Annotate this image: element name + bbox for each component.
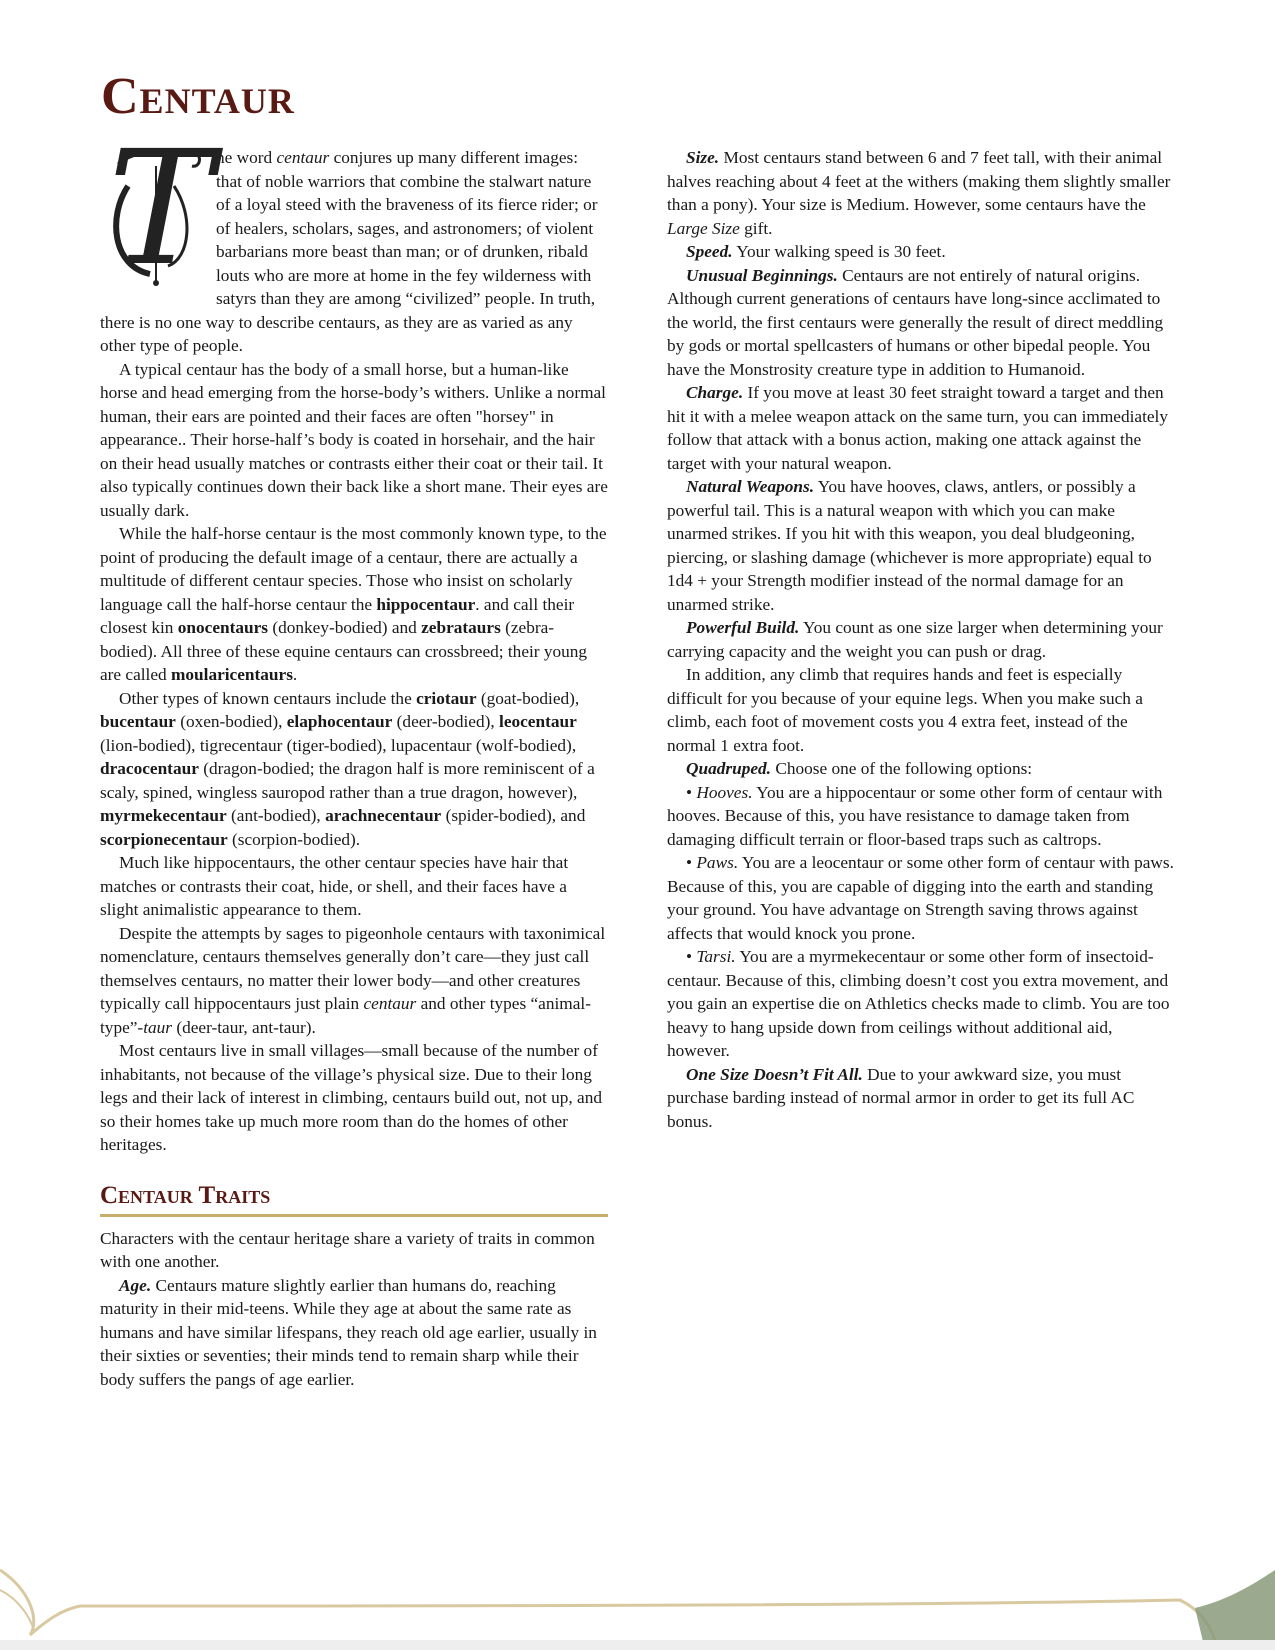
trait-age: Age. Centaurs mature slightly earlier than humans do, reaching maturity in their mid-teens. While they age at about the same rate as humans and have similar lifespans, they reach old age earlier, usually in their sixties or seventies; their minds tend to remain sharp while their body suffers the pangs of age earlier. bbox=[100, 1275, 597, 1389]
paragraph: In addition, any climb that requires hands and feet is especially difficult for you because of your equine legs. When you make such a climb, each foot of movement costs you 4 extra feet, instead of the normal 1 extra foot. bbox=[667, 665, 1143, 755]
trait-one-size: One Size Doesn’t Fit All. Due to your awkward size, you must purchase barding instead of normal armor in order to get its full AC bonus. bbox=[667, 1064, 1135, 1131]
trait-charge: Charge. If you move at least 30 feet straight toward a target and then hit it with a melee weapon attack on the same turn, you can immediately follow that attack with a bonus action, making one attack against the target with your natural weapon. bbox=[667, 383, 1168, 473]
paragraph: While the half-horse centaur is the most commonly known type, to the point of producing the default image of a centaur, there are actually a multitude of different centaur species. Those who insist on scholarly language call the half-horse centaur the hippocentaur. and call their closest kin onocentaurs (donkey-bodied) and zebrataurs (zebra-bodied). All three of these equine centaurs can crossbreed; their young are called moularicentaurs. bbox=[100, 524, 607, 684]
trait-speed: Speed. Your walking speed is 30 feet. bbox=[686, 242, 946, 261]
traits-intro: Characters with the centaur heritage share a variety of traits in common with one another. bbox=[100, 1228, 595, 1271]
trait-powerful-build: Powerful Build. You count as one size larger when determining your carrying capacity and the weight you can push or drag. bbox=[667, 618, 1163, 661]
list-item: • Tarsi. You are a myrmekecentaur or some other form of insectoid-centaur. Because of this, climbing doesn’t cost you extra movement, and you gain an expertise die on Athletics checks made to climb. You are too heavy to hang upside down from ceilings without additional aid, however. bbox=[667, 947, 1170, 1060]
paragraph: Despite the attempts by sages to pigeonhole centaurs with taxonimical nomenclature, centaurs themselves generally don’t care—they just call themselves centaurs, no matter their lower body—and other creatures typically call hippocentaurs just plain centaur and other types “animal-type”-taur (deer-taur, ant-taur). bbox=[100, 923, 606, 1037]
trait-size: Size. Most centaurs stand between 6 and 7 feet tall, with their animal halves reaching about 4 feet at the withers (making them slightly smaller than a pony). Your size is Medium. However, some centaurs have the Large Size gift. bbox=[667, 148, 1171, 238]
left-column bbox=[100, 117, 608, 1391]
intro-paragraph: T he word centaur conjures up many different images: that of noble warriors that combine the stalwart nature of a loyal steed with the braveness of its fierce rider; or of healers, scholars, sages, and astronomers; of violent barbarians more beast than man; or of drunken, ribald louts who are more at home in the fey wilderness with satyrs than they are among “civilized” people. In truth, there is no one way to describe centaurs, as they are as varied as any other type of people. bbox=[100, 117, 598, 355]
trait-unusual-beginnings: Unusual Beginnings. Centaurs are not entirely of natural origins. Although current generations of centaurs have long-since acclimated to the world, the first centaurs were generally the result of direct meddling by gods or mortal spellcasters of humans or other bipedal people. You have the Monstrosity creature type in addition to Humanoid. bbox=[667, 265, 1164, 379]
paragraph: Most centaurs live in small villages—small because of the number of inhabitants, not because of the village’s physical size. Due to their long legs and their lack of interest in climbing, centaurs build out, not up, and so their homes take up much more room than do the homes of other heritages. bbox=[100, 1041, 603, 1154]
dropcap: T bbox=[98, 146, 206, 288]
trait-quadruped: Quadruped. Choose one of the following options: bbox=[686, 759, 1033, 778]
list-item: • Paws. You are a leocentaur or some other form of centaur with paws. Because of this, you are capable of digging into the earth and standing your ground. You have advantage on Strength saving throws against affects that would knock you prone. bbox=[667, 853, 1174, 943]
list-item: • Hooves. You are a hippocentaur or some other form of centaur with hooves. Because of this, you have resistance to damage taken from damaging difficult terrain or floor-based traps such as caltrops. bbox=[667, 782, 1163, 849]
paragraph: Much like hippocentaurs, the other centaur species have hair that matches or contrasts their coat, hide, or shell, and their faces have a slight animalistic appearance to them. bbox=[100, 853, 569, 919]
page-title: Centaur bbox=[101, 68, 295, 125]
right-column bbox=[667, 146, 1175, 1133]
footer-ornament-icon bbox=[0, 1530, 1275, 1650]
paragraph: A typical centaur has the body of a small horse, but a human-like horse and head emerging from the horse-body’s withers. Unlike a normal human, their ears are pointed and their faces are often "horsey" in appearance.. Their horse-half’s body is coated in horsehair, and the hair on their head usually matches or contrasts either their coat or their tail. It also typically continues down their back like a short mane. Their eyes are usually dark. bbox=[100, 359, 608, 520]
section-heading-traits: Centaur Traits bbox=[100, 1181, 608, 1217]
trait-natural-weapons: Natural Weapons. You have hooves, claws, antlers, or possibly a powerful tail. This is a natural weapon with which you can make unarmed strikes. If you hit with this weapon, you deal bludgeoning, piercing, or slashing damage (whichever is more appropriate) equal to 1d4 + your Strength modifier instead of the normal damage for an unarmed strike. bbox=[667, 477, 1152, 614]
paragraph: Other types of known centaurs include the criotaur (goat-bodied), bucentaur (oxen-bodied), elaphocentaur (deer-bodied), leocentaur (lion-bodied), tigrecentaur (tiger-bodied), lupacentaur (wolf-bodied), dracocentaur (dragon-bodied; the dragon half is more reminiscent of a scaly, spined, wingless sauropod rather than a true dragon, however), myrmekecentaur (ant-bodied), arachnecentaur (spider-bodied), and scorpionecentaur (scorpion-bodied). bbox=[100, 688, 595, 849]
